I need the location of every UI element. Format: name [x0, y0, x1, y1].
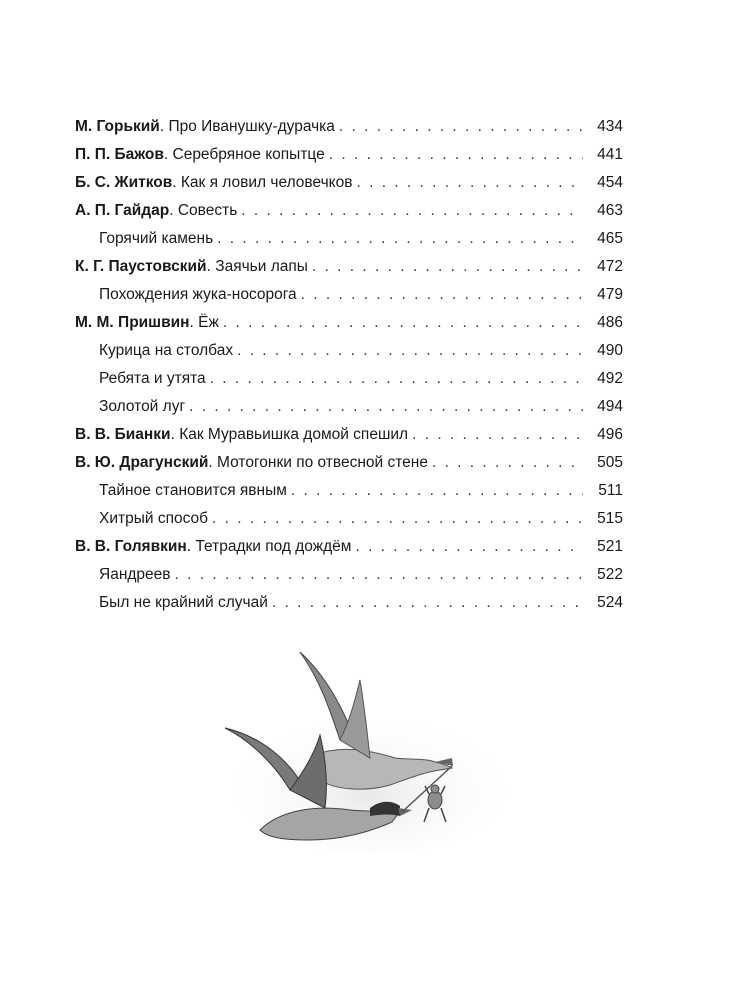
toc-page-number: 441	[597, 146, 623, 163]
toc-entry	[75, 589, 623, 617]
toc-entry	[75, 449, 623, 477]
toc-author: М. Горький	[75, 118, 160, 135]
dot-leader	[212, 505, 583, 533]
toc-separator: .	[159, 118, 169, 135]
toc-page-number: 524	[597, 594, 623, 611]
toc-separator: .	[172, 174, 181, 191]
toc-separator: .	[163, 146, 173, 163]
toc-entry	[75, 225, 623, 253]
toc-separator: .	[208, 454, 218, 471]
toc-title: Заячьи лапы	[215, 258, 308, 275]
toc-title: Ребята и утята	[99, 370, 206, 387]
toc-page-number: 454	[597, 174, 623, 191]
toc-page-number: 486	[597, 314, 623, 331]
flying-geese-with-frog-icon	[220, 640, 510, 860]
dot-leader	[356, 169, 583, 197]
toc-title: Тетрадки под дождём	[195, 538, 352, 555]
dot-leader	[175, 561, 583, 589]
toc-separator: .	[186, 538, 196, 555]
toc-title: Хитрый способ	[99, 510, 209, 527]
toc-page-number: 472	[597, 258, 623, 275]
toc-title: Ёж	[198, 314, 219, 331]
toc-page-number: 496	[597, 426, 623, 443]
toc-title: Похождения жука-носорога	[99, 286, 297, 303]
dot-leader	[291, 477, 583, 505]
toc-page-number: 492	[597, 370, 623, 387]
toc-page-number: 434	[597, 118, 623, 135]
toc-page-number: 490	[597, 342, 623, 359]
table-of-contents	[75, 113, 623, 617]
toc-author: К. Г. Паустовский	[75, 258, 207, 275]
dot-leader	[217, 225, 583, 253]
toc-title: Горячий камень	[99, 230, 214, 247]
toc-page-number: 515	[597, 510, 623, 527]
dot-leader	[189, 393, 583, 421]
toc-title: Золотой луг	[99, 398, 186, 415]
toc-author: В. В. Бианки	[75, 426, 171, 443]
dot-leader	[301, 281, 583, 309]
toc-entry	[75, 365, 623, 393]
dot-leader	[339, 113, 583, 141]
dot-leader	[237, 337, 583, 365]
dot-leader	[432, 449, 583, 477]
toc-separator: .	[170, 426, 180, 443]
toc-page-number: 463	[597, 202, 623, 219]
toc-author: П. П. Бажов	[75, 146, 164, 163]
toc-separator: .	[189, 314, 199, 331]
toc-page-number: 521	[597, 538, 623, 555]
toc-separator: .	[169, 202, 178, 219]
toc-title: Был не крайний случай	[99, 594, 268, 611]
dot-leader	[412, 421, 583, 449]
toc-entry	[75, 281, 623, 309]
dot-leader	[355, 533, 583, 561]
toc-title: Серебряное копытце	[172, 146, 325, 163]
toc-author: В. Ю. Драгунский	[75, 454, 209, 471]
toc-author: Б. С. Житков	[75, 174, 173, 191]
dot-leader	[312, 253, 583, 281]
toc-author: В. В. Голявкин	[75, 538, 187, 555]
toc-entry	[75, 169, 623, 197]
toc-title: Как я ловил человечков	[180, 174, 353, 191]
toc-title: Про Иванушку-дурачка	[168, 118, 335, 135]
toc-entry	[75, 477, 623, 505]
toc-title: Курица на столбах	[99, 342, 234, 359]
toc-entry	[75, 141, 623, 169]
dot-leader	[329, 141, 583, 169]
toc-entry	[75, 337, 623, 365]
toc-page-number: 505	[597, 454, 623, 471]
toc-entry	[75, 505, 623, 533]
dot-leader	[272, 589, 583, 617]
dot-leader	[210, 365, 583, 393]
toc-page-number: 522	[597, 566, 623, 583]
toc-title: Как Муравьишка домой спешил	[179, 426, 409, 443]
toc-entry	[75, 309, 623, 337]
toc-title: Тайное становится явным	[99, 482, 287, 499]
toc-entry	[75, 113, 623, 141]
toc-entry	[75, 533, 623, 561]
toc-page-number: 465	[597, 230, 623, 247]
toc-separator: .	[206, 258, 216, 275]
toc-page-number: 479	[597, 286, 623, 303]
toc-author: А. П. Гайдар	[75, 202, 170, 219]
toc-title: Совесть	[177, 202, 238, 219]
dot-leader	[223, 309, 583, 337]
toc-entry	[75, 561, 623, 589]
toc-entry	[75, 421, 623, 449]
toc-entry	[75, 197, 623, 225]
toc-page-number: 511	[598, 482, 623, 499]
dot-leader	[241, 197, 583, 225]
toc-title: Мотогонки по отвесной стене	[217, 454, 428, 471]
toc-entry	[75, 253, 623, 281]
toc-page-number: 494	[597, 398, 623, 415]
toc-title: Яандреев	[99, 566, 171, 583]
toc-author: М. М. Пришвин	[75, 314, 190, 331]
toc-entry	[75, 393, 623, 421]
